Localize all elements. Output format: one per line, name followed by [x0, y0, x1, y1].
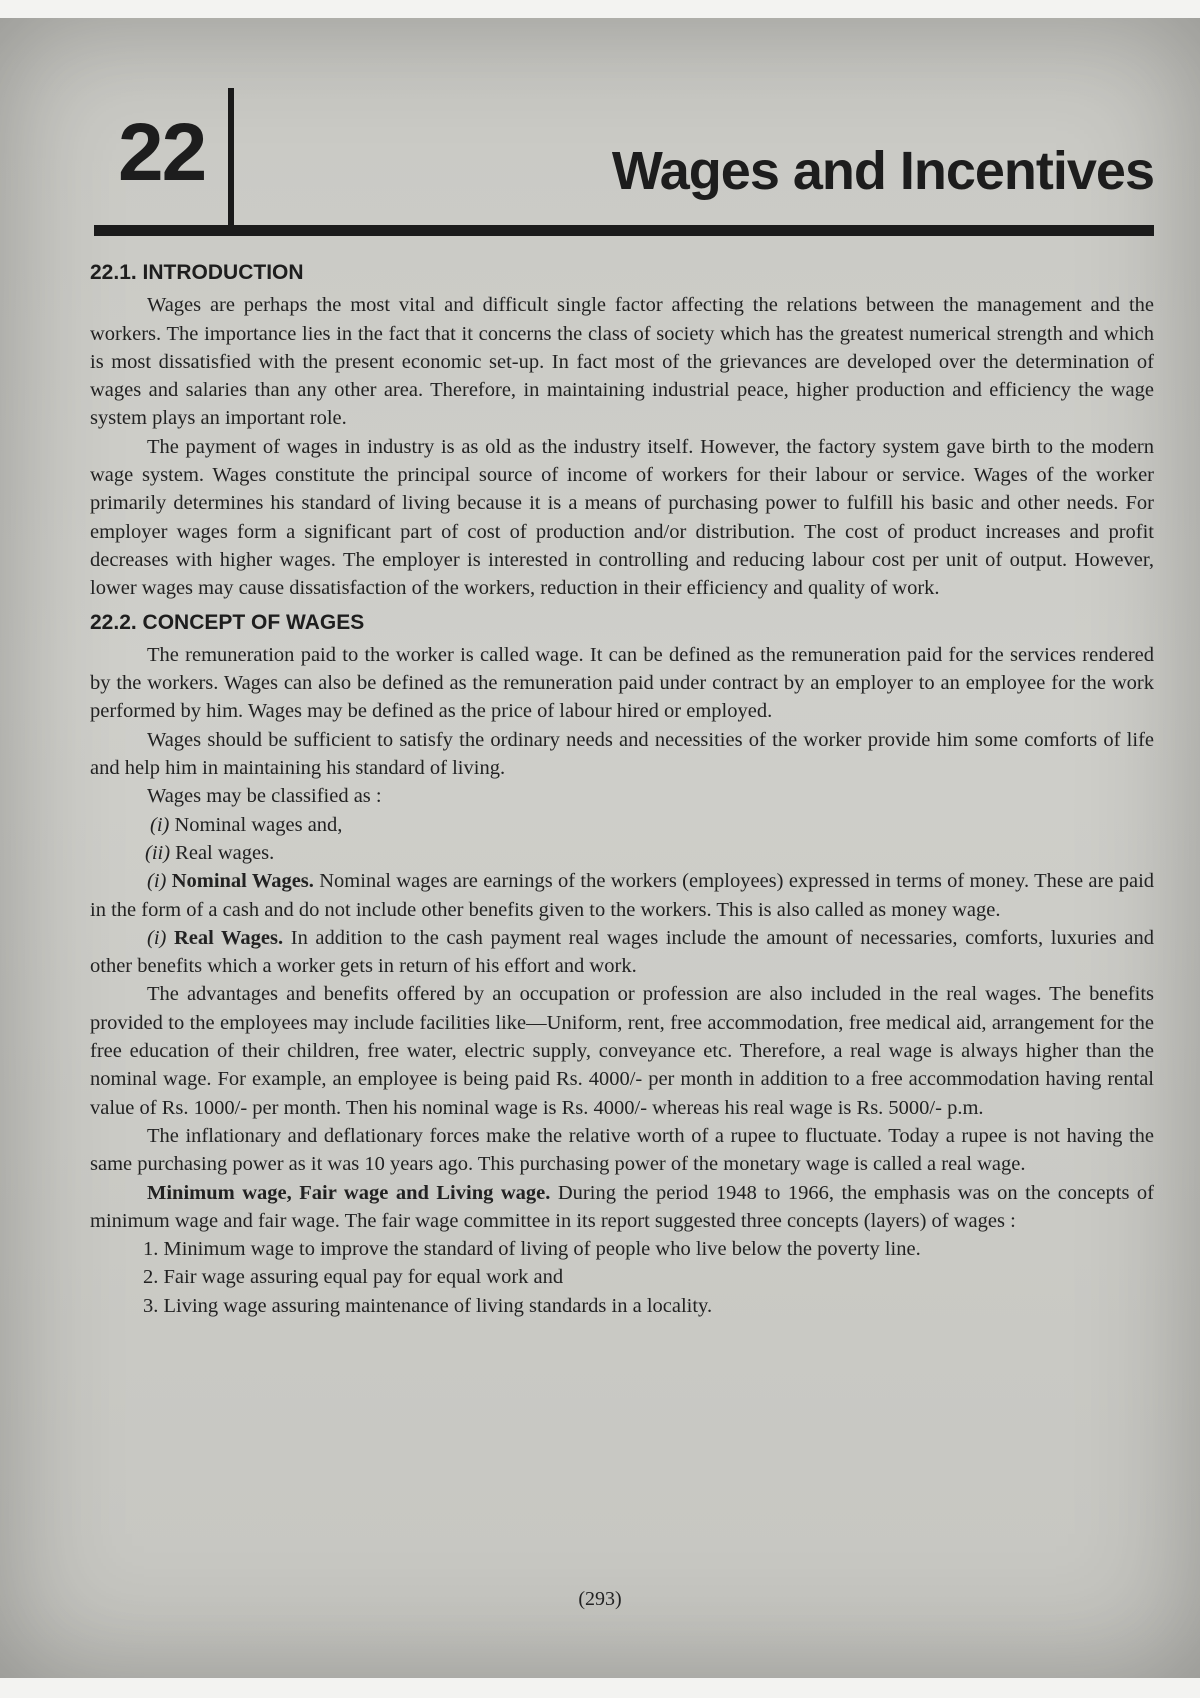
item-text: Nominal wages and,: [169, 813, 343, 836]
page-content: [90, 253, 1154, 1320]
paragraph: The payment of wages in industry is as old as the industry itself. However, the factory system gave birth to the modern wage system. Wages constitute the principal source of income of workers for their labour or service. Wages of the worker primarily determines his standard of living because it is a means of purchasing power to fulfill his basic and other needs. For employer wages form a significant part of cost of production and/or distribution. The cost of product increases and profit decreases with higher wages. The employer is interested in controlling and reducing labour cost per unit of output. However, lower wages may cause dissatisfaction of the workers, reduction in their efficiency and quality of work.: [90, 435, 1154, 600]
paragraph: Wages are perhaps the most vital and difficult single factor affecting the relations between the management and the workers. The importance lies in the fact that it concerns the class of society which has the greatest numerical strength and which is most dissatisfied with the present economic set-up. In fact most of the grievances are developed over the determination of wages and salaries than any other area. Therefore, in maintaining industrial peace, higher production and efficiency the wage system plays an important role.: [90, 294, 1154, 430]
classification-intro: Wages may be classified as :: [147, 785, 382, 808]
paragraph-text: During the period 1948 to 1966, the emphasis was on the concepts of minimum wage and fair wage. The fair wage committee in its report suggested three concepts (layers) of wages :: [90, 1181, 1154, 1232]
item-marker: (i): [150, 813, 170, 836]
paragraph: The advantages and benefits offered by an occupation or profession are also included in the real wages. The benefits provided to the employees may include facilities like—Uniform, rent, free accommodation, free medical aid, arrangement for the free education of their children, free water, electric supply, conveyance etc. Therefore, a real wage is always higher than the nominal wage. For example, an employee is being paid Rs. 4000/- per month in addition to a free accommodation having rental value of Rs. 1000/- per month. Then his nominal wage is Rs. 4000/- whereas his real wage is Rs. 5000/- p.m.: [90, 983, 1154, 1119]
classification-item: [150, 811, 1154, 839]
paragraph: The remuneration paid to the worker is called wage. It can be defined as the remuneration paid for the services rendered by the workers. Wages can also be defined as the remuneration paid under contract by an employer to an employee for the work performed by him. Wages may be defined as the price of labour hired or employed.: [90, 643, 1154, 723]
book-page: [0, 18, 1200, 1678]
chapter-rule: [94, 225, 1154, 236]
page-number: (293): [578, 1588, 622, 1610]
term-nominal-wages: Nominal Wages.: [171, 870, 314, 893]
paragraph-real-wages: [90, 924, 1154, 981]
section-heading-concept-of-wages: 22.2. CONCEPT OF WAGES: [90, 610, 365, 634]
item-marker: (i): [147, 870, 167, 893]
paragraph-text: Nominal wages are earnings of the workers (employees) expressed in terms of money. These are paid in the form of a cash and do not include other benefits given to the workers. This is also called as money wage.: [90, 870, 1155, 921]
term-real-wages: Real Wages.: [173, 926, 284, 949]
paragraph: The inflationary and deflationary forces make the relative worth of a rupee to fluctuate. Today a rupee is not having the same purchasing power as it was 10 years ago. This purchasing power of the monetary wage is called a real wage.: [90, 1124, 1154, 1176]
section-heading-introduction: 22.1. INTRODUCTION: [90, 261, 304, 284]
list-item: 3. Living wage assuring maintenance of living standards in a locality.: [143, 1294, 713, 1317]
list-item: 1. Minimum wage to improve the standard of living of people who live below the poverty line.: [143, 1238, 921, 1261]
item-marker: (i): [147, 926, 167, 949]
paragraph: Wages should be sufficient to satisfy the ordinary needs and necessities of the worker provide him some comforts of life and help him in maintaining his standard of living.: [90, 728, 1154, 780]
paragraph-nominal-wages: [90, 867, 1154, 924]
term-minimum-fair-living-wage: Minimum wage, Fair wage and Living wage.: [147, 1181, 551, 1204]
item-marker: (ii): [145, 841, 171, 864]
list-item: 2. Fair wage assuring equal pay for equal work and: [143, 1266, 564, 1289]
classification-item: [145, 839, 1154, 867]
chapter-number: 22: [118, 107, 206, 198]
chapter-divider-vertical: [228, 88, 234, 233]
item-text: Real wages.: [170, 841, 275, 864]
chapter-title: Wages and Incentives: [611, 141, 1154, 201]
paragraph-minimum-wage: [90, 1179, 1154, 1236]
paragraph-text: In addition to the cash payment real wages include the amount of necessaries, comforts, luxuries and other benefits which a worker gets in return of his effort and work.: [90, 926, 1154, 978]
